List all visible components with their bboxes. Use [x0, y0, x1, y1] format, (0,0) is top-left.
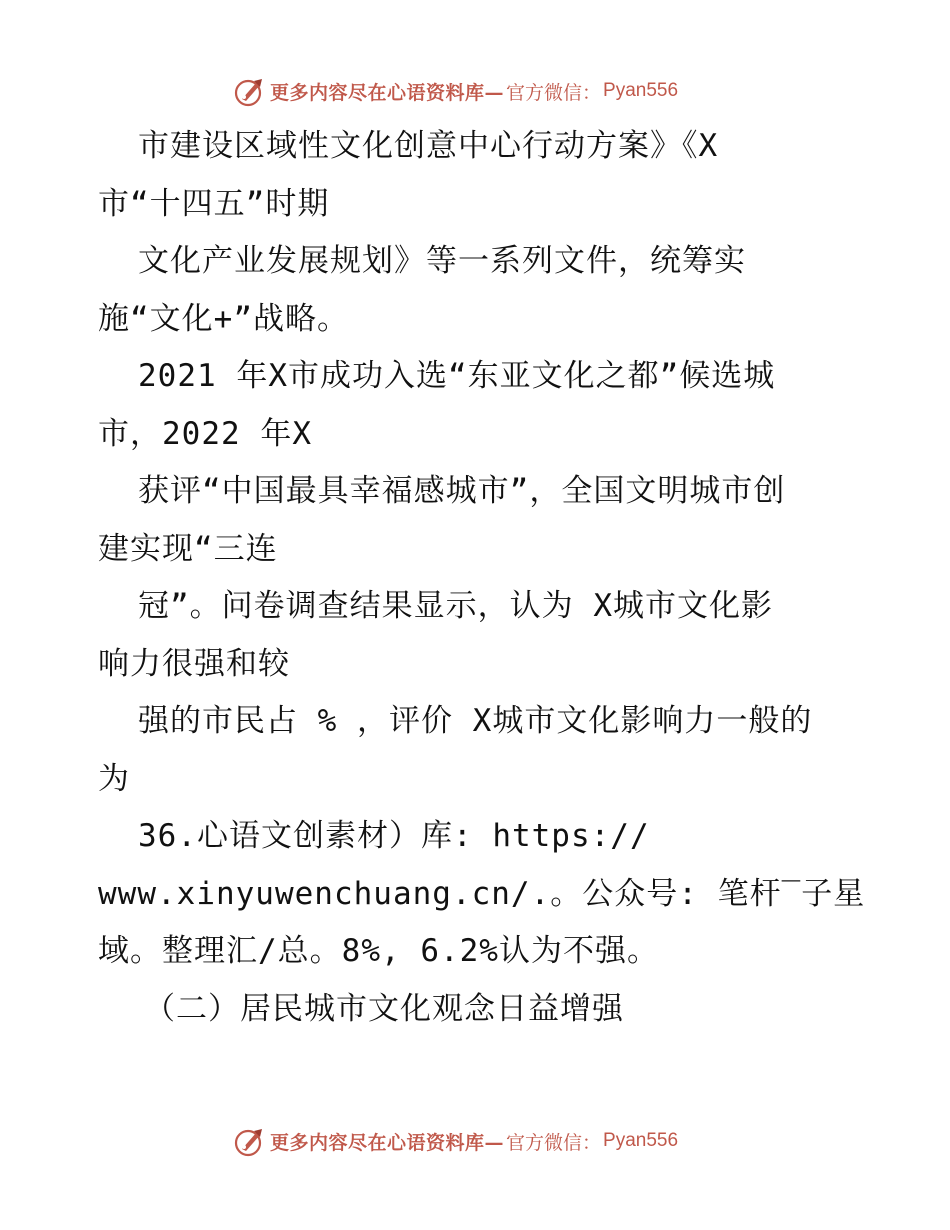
body-line-12: 为 [98, 760, 130, 797]
body-line-8: 建实现“三连 [98, 530, 278, 567]
body-line-9: 冠”。问卷调查结果显示，认为 X城市文化影 [138, 588, 773, 624]
footer-wechat-label: 官方微信： [506, 1131, 602, 1154]
body-line-14: www.xinyuwenchuang.cn/.。公众号: 笔杆‾子星 [98, 875, 866, 912]
body-line-5: 2021 年X市成功入选“东亚文化之都”候选城 [138, 358, 776, 394]
body-line-13: 36.心语文创素材）库: https:// [138, 818, 650, 854]
footer-banner-text: 更多内容尽在心语资料库— [270, 1131, 505, 1154]
header-banner [234, 74, 678, 108]
body-line-1: 市建设区域性文化创意中心行动方案》《X [138, 128, 719, 164]
header-banner-text: 更多内容尽在心语资料库— [270, 81, 505, 104]
body-line-2: 市“十四五”时期 [98, 185, 330, 222]
document-body [98, 118, 866, 1038]
body-line-11: 强的市民占 % ，评价 X城市文化影响力一般的 [138, 703, 813, 739]
footer-banner [234, 1124, 678, 1158]
pen-logo-icon [234, 75, 266, 107]
header-wechat-id: Pyan556 [603, 80, 679, 101]
body-line-10: 响力很强和较 [98, 645, 290, 682]
header-wechat-label: 官方微信： [506, 81, 602, 104]
pen-logo-icon [234, 1125, 266, 1157]
section-heading: （二）居民城市文化观念日益增强 [144, 990, 624, 1027]
body-line-15: 域。整理汇/总。8%, 6.2%认为不强。 [98, 933, 659, 969]
body-line-7: 获评“中国最具幸福感城市”，全国文明城市创 [138, 473, 786, 509]
body-line-3: 文化产业发展规划》等一系列文件，统筹实 [138, 243, 746, 279]
footer-wechat-id: Pyan556 [603, 1130, 679, 1151]
body-line-6: 市，2022 年X [98, 415, 312, 452]
body-line-4: 施“文化+”战略。 [98, 300, 349, 337]
